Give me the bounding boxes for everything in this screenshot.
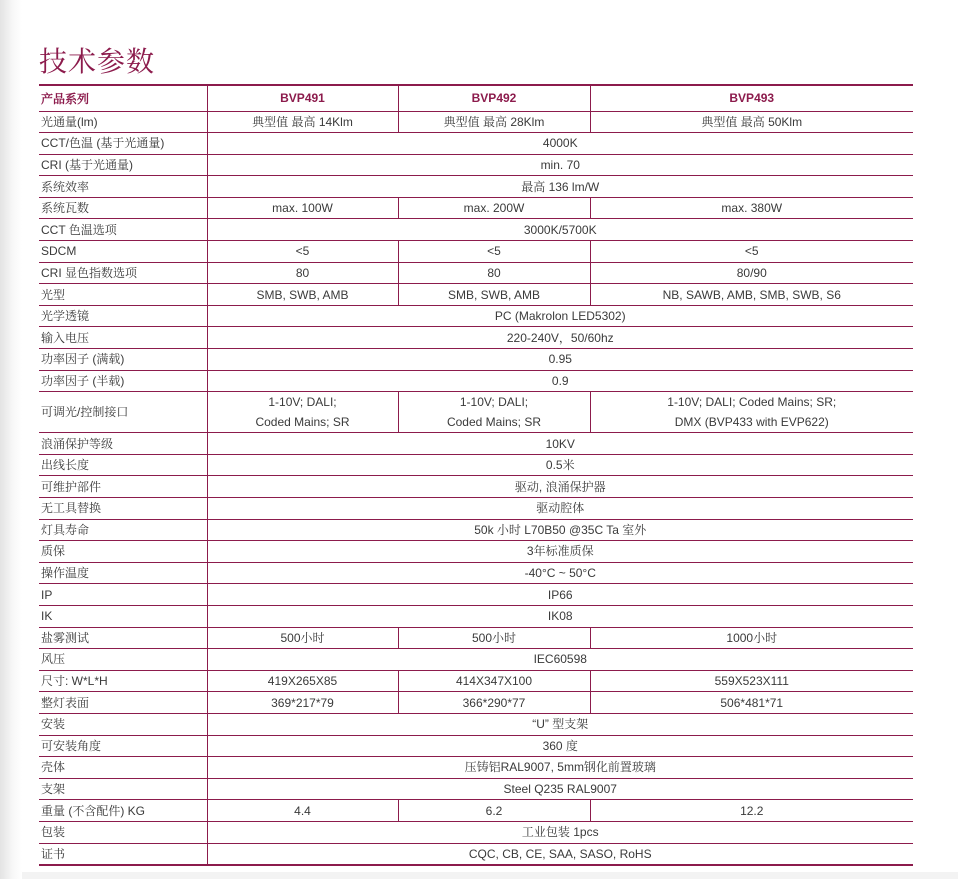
spec-table-body — [39, 111, 913, 865]
header-row — [39, 85, 913, 111]
row-value: Steel Q235 RAL9007 — [207, 778, 913, 800]
table-row — [39, 627, 913, 649]
row-label: 质保 — [39, 541, 207, 563]
page-bottom-band — [22, 872, 958, 879]
header-bvp492: BVP492 — [398, 85, 590, 111]
table-row — [39, 433, 913, 455]
row-value: IK08 — [207, 605, 913, 627]
row-value: min. 70 — [207, 154, 913, 176]
row-value — [590, 392, 913, 433]
row-value: <5 — [398, 241, 590, 263]
row-value: NB, SAWB, AMB, SMB, SWB, S6 — [590, 284, 913, 306]
row-value: 0.9 — [207, 370, 913, 392]
table-row — [39, 541, 913, 563]
row-value — [207, 392, 398, 433]
header-bvp491: BVP491 — [207, 85, 398, 111]
row-value: 4.4 — [207, 800, 398, 822]
table-row — [39, 262, 913, 284]
table-row — [39, 670, 913, 692]
table-row — [39, 821, 913, 843]
row-label: 光型 — [39, 284, 207, 306]
row-value: 1000小时 — [590, 627, 913, 649]
row-value — [398, 392, 590, 433]
row-label: 重量 (不含配件) KG — [39, 800, 207, 822]
table-row — [39, 605, 913, 627]
row-value-line: 1-10V; DALI; Coded Mains; SR; — [667, 395, 837, 410]
row-value: max. 380W — [590, 197, 913, 219]
row-label: 浪涌保护等级 — [39, 433, 207, 455]
table-row — [39, 778, 913, 800]
row-label: 包装 — [39, 821, 207, 843]
row-label: 可维护部件 — [39, 476, 207, 498]
table-row — [39, 219, 913, 241]
row-label: CCT 色温选项 — [39, 219, 207, 241]
table-row — [39, 370, 913, 392]
row-value-line: Coded Mains; SR — [446, 415, 542, 430]
row-value: PC (Makrolon LED5302) — [207, 305, 913, 327]
table-row — [39, 800, 913, 822]
page-title: 技术参数 — [39, 45, 156, 78]
row-value: SMB, SWB, AMB — [398, 284, 590, 306]
row-label: 可调光/控制接口 — [39, 392, 207, 433]
row-label: 输入电压 — [39, 327, 207, 349]
header-bvp493: BVP493 — [590, 85, 913, 111]
row-label: 光通量(lm) — [39, 111, 207, 133]
row-value: 0.5米 — [207, 454, 913, 476]
row-value: 366*290*77 — [398, 692, 590, 714]
row-value-line: 1-10V; DALI; — [459, 395, 529, 410]
table-row — [39, 843, 913, 865]
row-value: 369*217*79 — [207, 692, 398, 714]
row-value: “U” 型支架 — [207, 713, 913, 735]
row-label: CRI (基于光通量) — [39, 154, 207, 176]
row-value: SMB, SWB, AMB — [207, 284, 398, 306]
row-value: 压铸铝RAL9007, 5mm钢化前置玻璃 — [207, 757, 913, 779]
table-row — [39, 454, 913, 476]
row-label: 操作温度 — [39, 562, 207, 584]
row-label: SDCM — [39, 241, 207, 263]
row-value: 最高 136 lm/W — [207, 176, 913, 198]
table-row — [39, 519, 913, 541]
table-row — [39, 305, 913, 327]
row-value-line: 1-10V; DALI; — [268, 395, 337, 410]
table-row — [39, 133, 913, 155]
table-row — [39, 476, 913, 498]
table-row — [39, 327, 913, 349]
table-row — [39, 176, 913, 198]
row-label: 出线长度 — [39, 454, 207, 476]
table-row — [39, 649, 913, 671]
row-value: 典型值 最高 14Klm — [207, 111, 398, 133]
row-value: 500小时 — [398, 627, 590, 649]
table-row — [39, 111, 913, 133]
row-value-line: Coded Mains; SR — [255, 415, 350, 430]
table-row — [39, 498, 913, 520]
row-value: 80 — [398, 262, 590, 284]
table-row — [39, 241, 913, 263]
row-value: 工业包装 1pcs — [207, 821, 913, 843]
row-value: -40°C ~ 50°C — [207, 562, 913, 584]
row-label: IK — [39, 605, 207, 627]
row-value: <5 — [207, 241, 398, 263]
row-value: 220-240V，50/60hz — [207, 327, 913, 349]
row-value: CQC, CB, CE, SAA, SASO, RoHS — [207, 843, 913, 865]
table-row — [39, 562, 913, 584]
table-row — [39, 284, 913, 306]
row-label: 系统效率 — [39, 176, 207, 198]
table-row — [39, 735, 913, 757]
row-label: 可安装角度 — [39, 735, 207, 757]
row-label: 功率因子 (满载) — [39, 349, 207, 371]
row-value: 典型值 最高 50Klm — [590, 111, 913, 133]
row-label: 尺寸: W*L*H — [39, 670, 207, 692]
row-label: 盐雾测试 — [39, 627, 207, 649]
row-value: max. 100W — [207, 197, 398, 219]
row-value: max. 200W — [398, 197, 590, 219]
row-label: CRI 显色指数选项 — [39, 262, 207, 284]
row-label: 系统瓦数 — [39, 197, 207, 219]
spec-table — [39, 84, 913, 866]
table-row — [39, 692, 913, 714]
row-label: 功率因子 (半载) — [39, 370, 207, 392]
table-row — [39, 154, 913, 176]
table-row — [39, 392, 913, 433]
row-value: 506*481*71 — [590, 692, 913, 714]
row-value: 500小时 — [207, 627, 398, 649]
row-label: 证书 — [39, 843, 207, 865]
table-row — [39, 757, 913, 779]
row-value: 414X347X100 — [398, 670, 590, 692]
row-value: 6.2 — [398, 800, 590, 822]
row-value-line: DMX (BVP433 with EVP622) — [674, 415, 829, 430]
row-label: 安装 — [39, 713, 207, 735]
row-value: 典型值 最高 28Klm — [398, 111, 590, 133]
row-value: 10KV — [207, 433, 913, 455]
row-value: 3000K/5700K — [207, 219, 913, 241]
row-label: 壳体 — [39, 757, 207, 779]
row-value: 驱动, 浪涌保护器 — [207, 476, 913, 498]
table-row — [39, 349, 913, 371]
row-label: 风压 — [39, 649, 207, 671]
row-value: 0.95 — [207, 349, 913, 371]
row-label: IP — [39, 584, 207, 606]
row-label: 无工具替换 — [39, 498, 207, 520]
page-edge-shade — [0, 0, 22, 879]
row-value: 4000K — [207, 133, 913, 155]
row-value: 80/90 — [590, 262, 913, 284]
row-label: CCT/色温 (基于光通量) — [39, 133, 207, 155]
row-value: 12.2 — [590, 800, 913, 822]
row-label: 支架 — [39, 778, 207, 800]
row-value: <5 — [590, 241, 913, 263]
row-value: 360 度 — [207, 735, 913, 757]
row-value: 419X265X85 — [207, 670, 398, 692]
table-row — [39, 197, 913, 219]
row-label: 整灯表面 — [39, 692, 207, 714]
row-value: IEC60598 — [207, 649, 913, 671]
row-value: IP66 — [207, 584, 913, 606]
row-value: 559X523X111 — [590, 670, 913, 692]
header-product-series: 产品系列 — [39, 85, 207, 111]
row-value: 50k 小时 L70B50 @35C Ta 室外 — [207, 519, 913, 541]
row-value: 3年标准质保 — [207, 541, 913, 563]
table-row — [39, 584, 913, 606]
table-row — [39, 713, 913, 735]
row-value: 80 — [207, 262, 398, 284]
row-label: 光学透镜 — [39, 305, 207, 327]
row-value: 驱动腔体 — [207, 498, 913, 520]
row-label: 灯具寿命 — [39, 519, 207, 541]
